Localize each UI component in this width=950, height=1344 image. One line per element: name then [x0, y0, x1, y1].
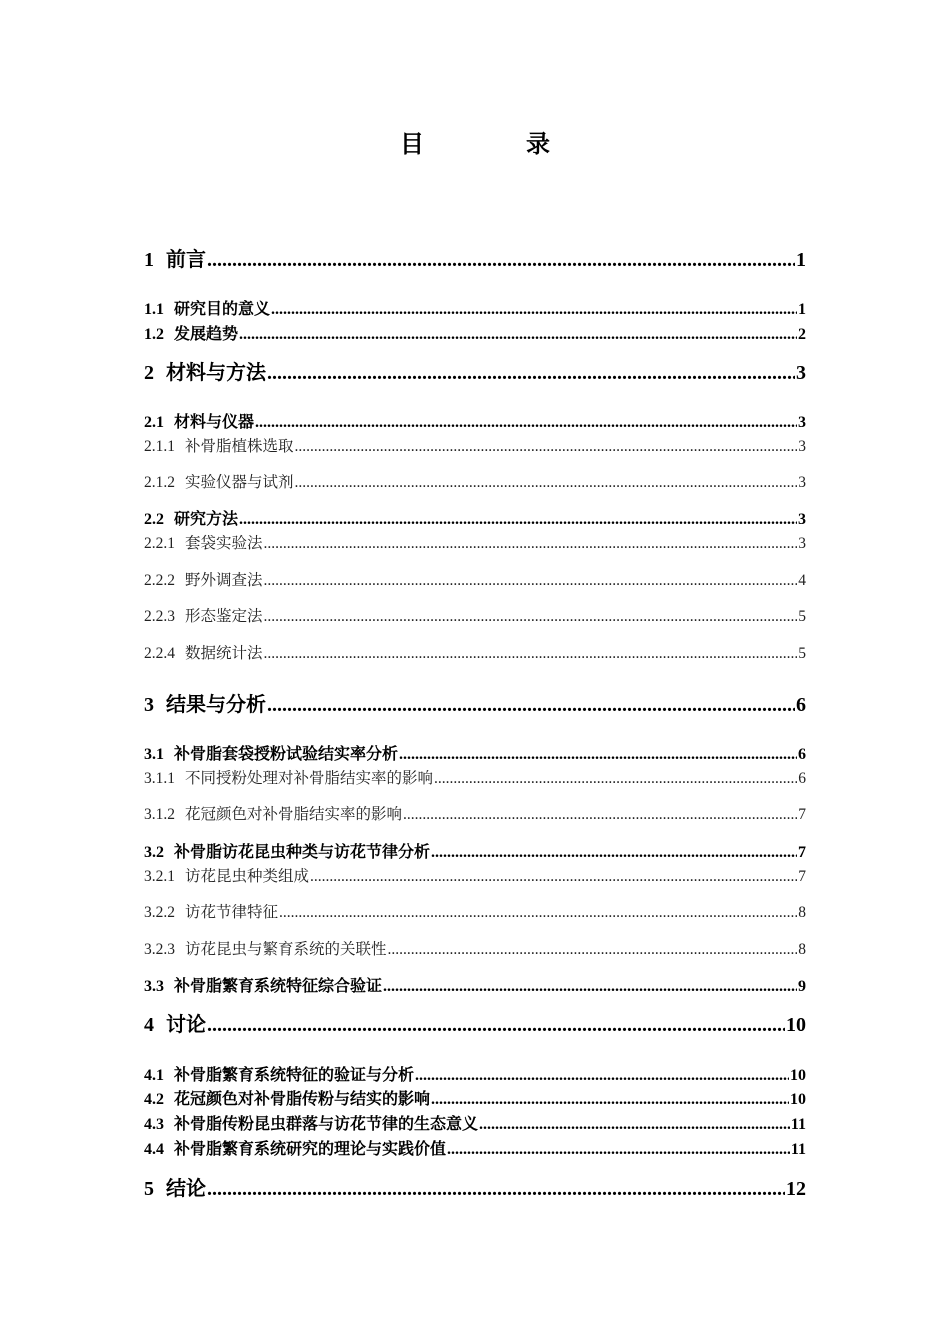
- entry-page-number: 6: [798, 746, 806, 763]
- toc-entry[interactable]: [144, 973, 806, 996]
- dot-leader: [383, 978, 797, 996]
- toc-entry[interactable]: [144, 937, 806, 959]
- toc-entry[interactable]: [144, 568, 806, 590]
- toc-entry[interactable]: [144, 641, 806, 663]
- dot-leader: [255, 414, 797, 432]
- entry-page-number: 5: [798, 645, 806, 662]
- toc-entry[interactable]: [144, 1008, 806, 1037]
- entry-number: 3.2: [144, 844, 164, 861]
- entry-title: 访花昆虫与繁育系统的关联性: [185, 941, 387, 958]
- entry-title: 讨论: [166, 1014, 206, 1036]
- toc-entry[interactable]: [144, 506, 806, 529]
- entry-title: 花冠颜色对补骨脂传粉与结实的影响: [174, 1091, 431, 1108]
- dot-leader: [295, 474, 798, 492]
- dot-leader: [264, 535, 798, 553]
- entry-number: 4.2: [144, 1091, 164, 1108]
- entry-page-number: 4: [798, 572, 806, 589]
- entry-title: 研究方法: [174, 511, 239, 528]
- entry-page-number: 1: [798, 301, 806, 318]
- entry-page-number: 7: [798, 868, 806, 885]
- toc-entry[interactable]: [144, 356, 806, 385]
- dot-leader: [271, 301, 797, 319]
- toc-entry[interactable]: [144, 604, 806, 626]
- dot-leader: [447, 1141, 790, 1159]
- entry-title: 数据统计法: [185, 645, 263, 662]
- toc-entry[interactable]: [144, 766, 806, 788]
- entry-number: 4: [144, 1014, 154, 1036]
- toc-entry[interactable]: [144, 434, 806, 456]
- toc-entry[interactable]: [144, 1172, 806, 1201]
- toc-entry[interactable]: [144, 321, 806, 344]
- toc-entry[interactable]: [144, 741, 806, 764]
- entry-number: 3.2.3: [144, 941, 175, 958]
- dot-leader: [403, 806, 797, 824]
- entry-page-number: 1: [796, 249, 806, 271]
- entry-title: 实验仪器与试剂: [185, 474, 294, 491]
- entry-number: 3.1: [144, 746, 164, 763]
- dot-leader: [431, 1091, 789, 1109]
- entry-page-number: 10: [786, 1014, 806, 1036]
- dot-leader: [431, 844, 797, 862]
- dot-leader: [207, 1014, 785, 1037]
- entry-number: 5: [144, 1178, 154, 1200]
- dot-leader: [279, 904, 797, 922]
- entry-number: 2.2.4: [144, 645, 175, 662]
- dot-leader: [239, 511, 797, 529]
- entry-title: 访花节律特征: [185, 904, 279, 921]
- entry-title: 前言: [166, 249, 206, 271]
- entry-page-number: 10: [790, 1067, 806, 1084]
- toc-entry[interactable]: [144, 864, 806, 886]
- entry-number: 4.4: [144, 1141, 164, 1158]
- entry-page-number: 3: [798, 438, 806, 455]
- toc-entry[interactable]: [144, 1136, 806, 1159]
- entry-number: 3.1.1: [144, 770, 175, 787]
- entry-number: 1.2: [144, 326, 164, 343]
- entry-number: 2.1: [144, 414, 164, 431]
- dot-leader: [388, 941, 798, 959]
- dot-leader: [399, 746, 797, 764]
- entry-page-number: 10: [790, 1091, 806, 1108]
- entry-title: 补骨脂套袋授粉试验结实率分析: [174, 746, 399, 763]
- dot-leader: [295, 438, 798, 456]
- entry-number: 4.3: [144, 1116, 164, 1133]
- entry-number: 3: [144, 694, 154, 716]
- entry-number: 1: [144, 249, 154, 271]
- entry-title: 补骨脂繁育系统研究的理论与实践价值: [174, 1141, 447, 1158]
- toc-entry[interactable]: [144, 296, 806, 319]
- entry-number: 2.1.2: [144, 474, 175, 491]
- entry-title: 访花昆虫种类组成: [185, 868, 310, 885]
- entry-number: 4.1: [144, 1067, 164, 1084]
- entry-title: 结果与分析: [166, 694, 266, 716]
- entry-page-number: 11: [790, 1141, 806, 1158]
- dot-leader: [434, 770, 797, 788]
- entry-page-number: 3: [798, 474, 806, 491]
- toc-entry[interactable]: [144, 802, 806, 824]
- toc-entry[interactable]: [144, 900, 806, 922]
- dot-leader: [415, 1067, 789, 1085]
- entry-page-number: 7: [798, 844, 806, 861]
- dot-leader: [239, 326, 797, 344]
- entry-title: 套袋实验法: [185, 535, 263, 552]
- entry-title: 补骨脂繁育系统特征综合验证: [174, 978, 383, 995]
- entry-title: 补骨脂植株选取: [185, 438, 294, 455]
- entry-page-number: 6: [796, 694, 806, 716]
- dot-leader: [207, 249, 795, 272]
- entry-number: 3.2.2: [144, 904, 175, 921]
- entry-page-number: 3: [798, 535, 806, 552]
- entry-page-number: 9: [798, 978, 806, 995]
- entry-number: 2.2.1: [144, 535, 175, 552]
- entry-number: 2.1.1: [144, 438, 175, 455]
- entry-page-number: 2: [798, 326, 806, 343]
- entry-page-number: 3: [796, 362, 806, 384]
- dot-leader: [479, 1116, 790, 1134]
- toc-entry[interactable]: [144, 1111, 806, 1134]
- toc-entry[interactable]: [144, 531, 806, 553]
- entry-title: 研究目的意义: [174, 301, 271, 318]
- toc-entry[interactable]: [144, 1086, 806, 1109]
- entry-page-number: 8: [798, 941, 806, 958]
- entry-page-number: 3: [798, 511, 806, 528]
- dot-leader: [267, 362, 795, 385]
- toc-entry[interactable]: [144, 470, 806, 492]
- entry-title: 补骨脂繁育系统特征的验证与分析: [174, 1067, 415, 1084]
- toc-entry[interactable]: [144, 409, 806, 432]
- entry-title: 结论: [166, 1178, 206, 1200]
- entry-page-number: 3: [798, 414, 806, 431]
- dot-leader: [264, 608, 798, 626]
- entry-number: 2.2.2: [144, 572, 175, 589]
- toc-entry[interactable]: [144, 1062, 806, 1085]
- entry-number: 1.1: [144, 301, 164, 318]
- entry-number: 2: [144, 362, 154, 384]
- dot-leader: [264, 645, 798, 663]
- entry-title: 补骨脂访花昆虫种类与访花节律分析: [174, 844, 431, 861]
- entry-number: 2.2.3: [144, 608, 175, 625]
- entry-title: 形态鉴定法: [185, 608, 263, 625]
- entry-number: 2.2: [144, 511, 164, 528]
- entry-number: 3.3: [144, 978, 164, 995]
- entry-title: 不同授粉处理对补骨脂结实率的影响: [185, 770, 434, 787]
- entry-title: 花冠颜色对补骨脂结实率的影响: [185, 806, 403, 823]
- dot-leader: [310, 868, 797, 886]
- entry-page-number: 12: [786, 1178, 806, 1200]
- entry-page-number: 7: [798, 806, 806, 823]
- entry-title: 发展趋势: [174, 326, 239, 343]
- dot-leader: [264, 572, 798, 590]
- dot-leader: [267, 694, 795, 717]
- entry-page-number: 11: [790, 1116, 806, 1133]
- entry-title: 材料与方法: [166, 362, 266, 384]
- toc-entry[interactable]: [144, 243, 806, 272]
- entry-title: 材料与仪器: [174, 414, 255, 431]
- entry-number: 3.1.2: [144, 806, 175, 823]
- entry-title: 补骨脂传粉昆虫群落与访花节律的生态意义: [174, 1116, 479, 1133]
- entry-page-number: 5: [798, 608, 806, 625]
- page-title: 目 录: [400, 132, 598, 158]
- entry-title: 野外调查法: [185, 572, 263, 589]
- entry-page-number: 6: [798, 770, 806, 787]
- entry-page-number: 8: [798, 904, 806, 921]
- toc-entry[interactable]: [144, 839, 806, 862]
- toc-entry[interactable]: [144, 688, 806, 717]
- entry-number: 3.2.1: [144, 868, 175, 885]
- dot-leader: [207, 1178, 785, 1201]
